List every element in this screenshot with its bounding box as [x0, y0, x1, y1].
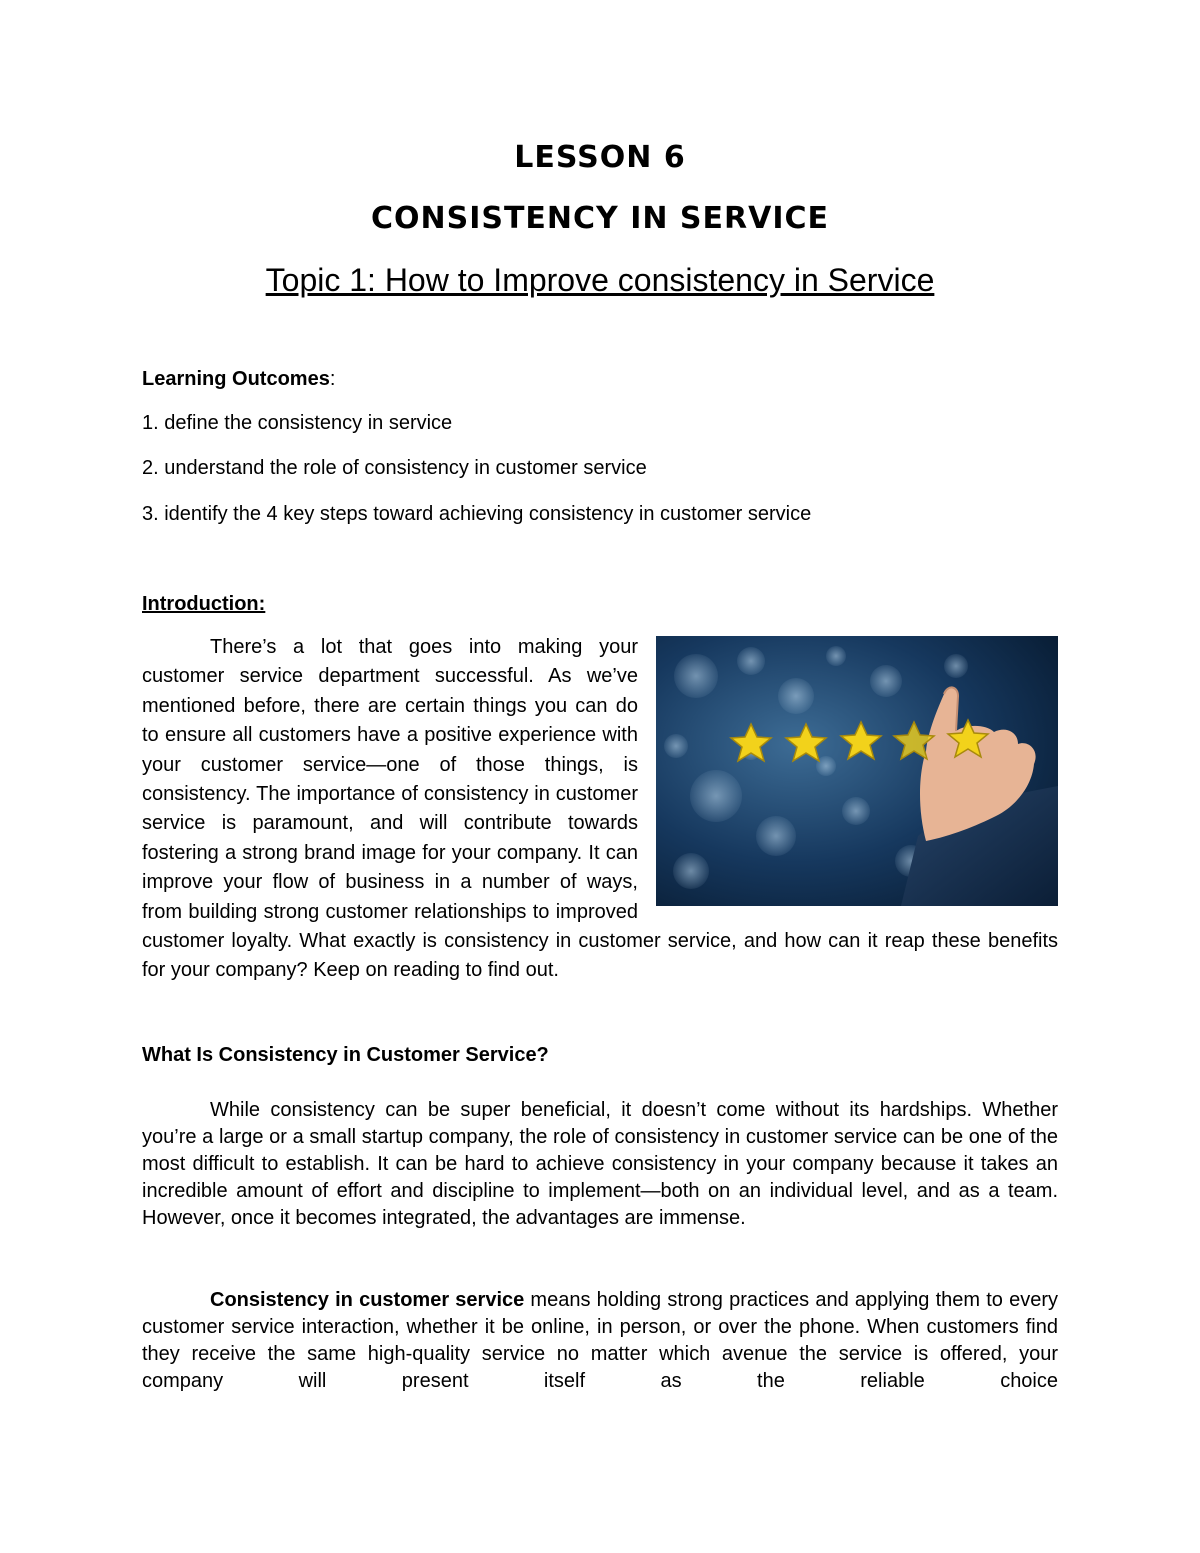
- definition-text: means holding strong practices and applying them to every customer service interaction, whether it be online, in person, or over the phone. When customers find they receive the same high-quality service no matter which avenue the service is offered, your company will present itself as the reliable choice: [142, 1289, 1058, 1392]
- section-paragraph-text: While consistency can be super beneficial, it doesn’t come without its hardships. Whether you’re a large or a small startup company, the role of consistency in customer service can be one of the most difficult to establish. It can be hard to achieve consistency in your company because it takes an incredible amount of effort and discipline to implement—both on an individual level, and as a team. However, once it becomes integrated, the advantages are immense.: [142, 1099, 1058, 1229]
- learning-outcome-item: 2. understand the role of consistency in customer service: [142, 457, 647, 479]
- learning-outcomes-heading: [142, 368, 335, 391]
- introduction-heading: Introduction:: [142, 593, 266, 615]
- lesson-title: CONSISTENCY IN SERVICE: [370, 201, 830, 236]
- learning-outcome-item: 3. identify the 4 key steps toward achieving consistency in customer service: [142, 503, 812, 525]
- section-heading: What Is Consistency in Customer Service?: [142, 1044, 549, 1066]
- learning-outcomes-label: Learning Outcomes: [142, 368, 330, 390]
- introduction-section: [142, 633, 1058, 986]
- five-star-rating-image: [656, 636, 1058, 906]
- topic-title: Topic 1: How to Improve consistency in Service: [265, 262, 935, 298]
- introduction-text: There’s a lot that goes into making your customer service department successful. As we’ve mentioned before, there are certain things you can do to ensure all customers have a positive experience with your customer service—one of those things, is consistency. The importance of consistency in customer service is paramount, and will contribute towards fostering a strong brand image for your company. It can improve your flow of business in a number of ways, from building strong customer relationships to improved customer loyalty. What exactly is consistency in customer service, and how can it reap these benefits for your company? Keep on reading to find out.: [142, 636, 1058, 982]
- learning-outcome-item: 1. define the consistency in service: [142, 412, 453, 434]
- definition-term: Consistency in customer service: [210, 1289, 525, 1311]
- section-paragraph: [142, 1097, 1058, 1232]
- lesson-number: LESSON 6: [514, 140, 686, 175]
- definition-paragraph: [142, 1287, 1058, 1395]
- learning-outcomes-colon: :: [329, 368, 336, 390]
